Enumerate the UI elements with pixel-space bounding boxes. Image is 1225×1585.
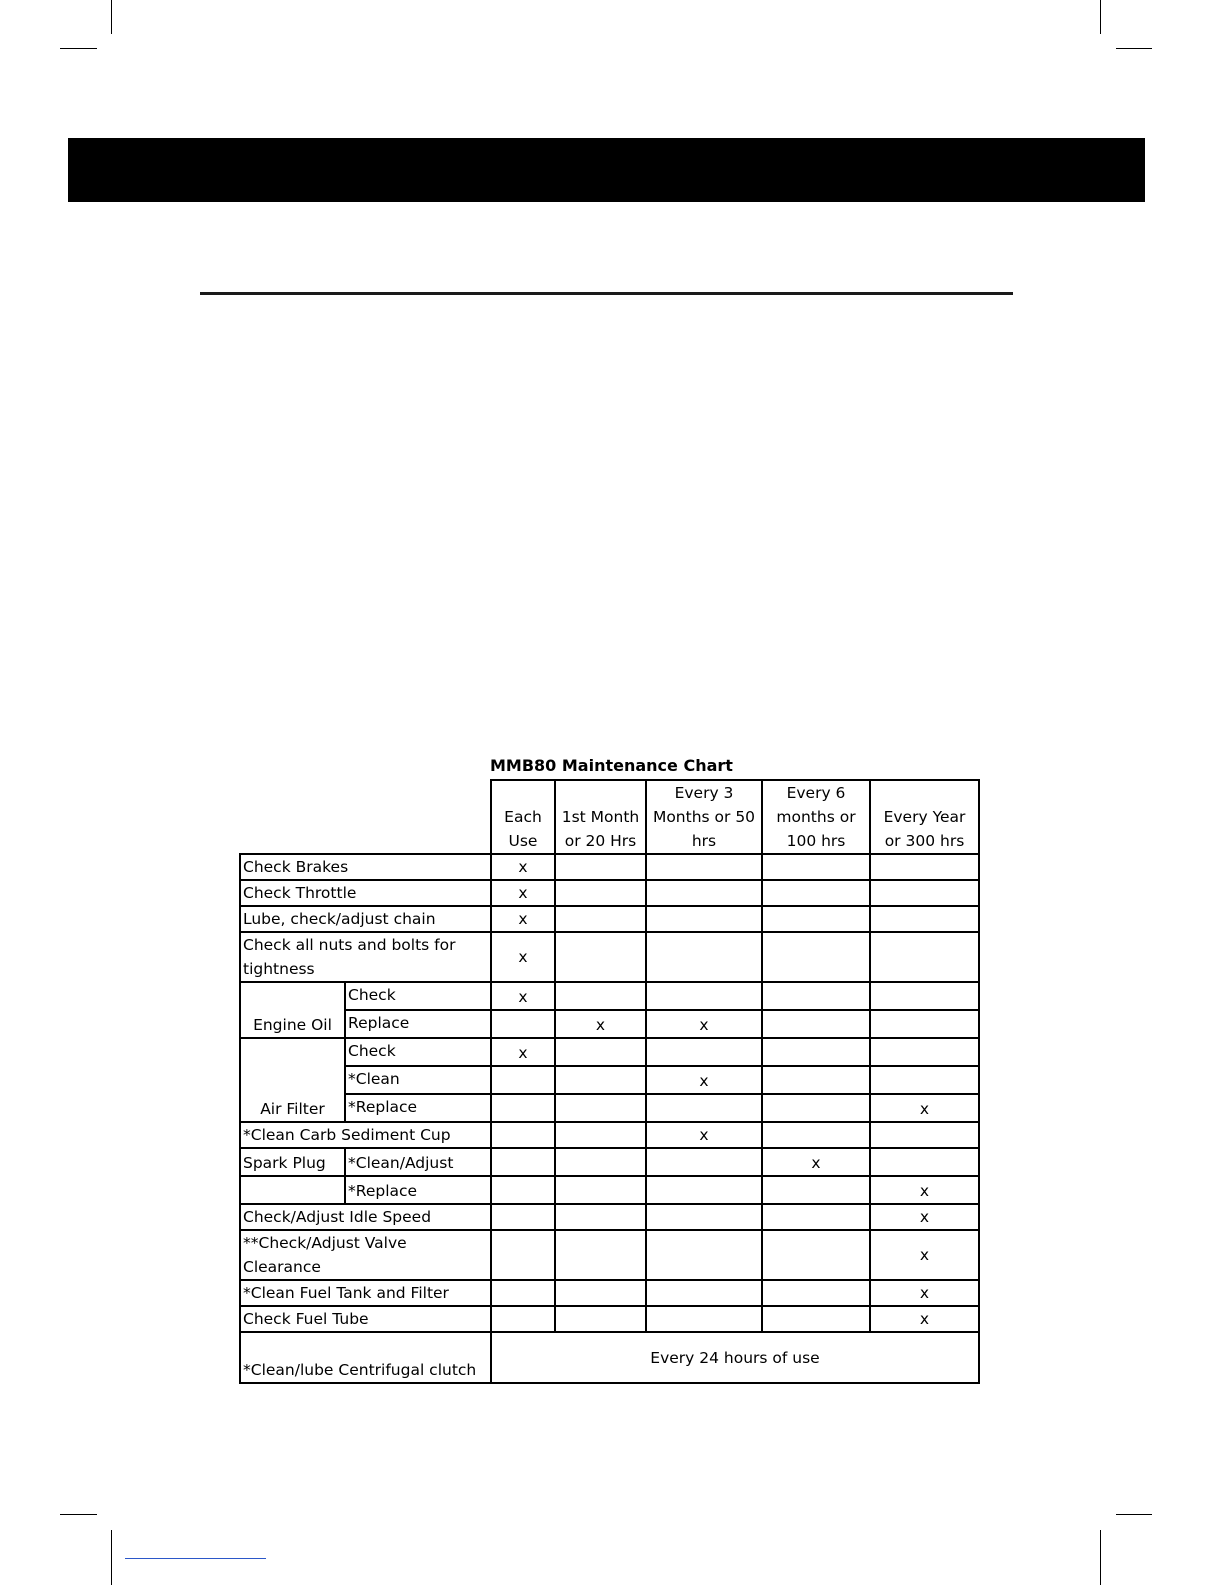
mark-cell: x: [870, 1204, 979, 1230]
mark-cell: [555, 1148, 646, 1176]
mark-cell: [762, 1306, 870, 1332]
task-label: *Clean: [345, 1066, 491, 1094]
task-label: *Clean Fuel Tank and Filter: [240, 1280, 491, 1306]
mark-cell: [870, 880, 979, 906]
mark-cell: x: [762, 1148, 870, 1176]
column-header-1st-month: 1st Month or 20 Hrs: [555, 780, 646, 854]
mark-cell: [762, 1010, 870, 1038]
mark-cell: [762, 906, 870, 932]
mark-cell: [646, 1230, 762, 1280]
mark-cell: [646, 1176, 762, 1204]
mark-cell: [491, 1280, 555, 1306]
crop-mark: [1100, 1530, 1101, 1585]
table-row: [240, 1038, 979, 1066]
chart-title: MMB80 Maintenance Chart: [490, 756, 733, 775]
column-header-every-year: Every Year or 300 hrs: [870, 780, 979, 854]
mark-cell: [555, 1038, 646, 1066]
interval-note: Every 24 hours of use: [491, 1332, 979, 1383]
mark-cell: [491, 1094, 555, 1122]
mark-cell: [870, 1066, 979, 1094]
crop-mark: [111, 1530, 112, 1585]
group-label-blank: [240, 1176, 345, 1204]
mark-cell: [762, 854, 870, 880]
mark-cell: x: [491, 932, 555, 982]
mark-cell: [870, 906, 979, 932]
horizontal-rule: [200, 292, 1013, 295]
table-row: [240, 1148, 979, 1176]
crop-mark: [1100, 0, 1101, 34]
mark-cell: [646, 1094, 762, 1122]
task-label: Check all nuts and bolts for tightness: [240, 932, 491, 982]
mark-cell: [555, 932, 646, 982]
crop-mark: [111, 0, 112, 34]
mark-cell: x: [870, 1176, 979, 1204]
mark-cell: [646, 1148, 762, 1176]
mark-cell: [762, 1094, 870, 1122]
task-label: Check/Adjust Idle Speed: [240, 1204, 491, 1230]
mark-cell: [646, 982, 762, 1010]
mark-cell: [762, 982, 870, 1010]
table-row: [240, 1122, 979, 1148]
task-label: *Clean Carb Sediment Cup: [240, 1122, 491, 1148]
mark-cell: [870, 1148, 979, 1176]
mark-cell: [555, 1230, 646, 1280]
mark-cell: [555, 1176, 646, 1204]
mark-cell: [646, 1204, 762, 1230]
task-label: Check Brakes: [240, 854, 491, 880]
mark-cell: x: [491, 880, 555, 906]
mark-cell: [555, 906, 646, 932]
mark-cell: x: [646, 1010, 762, 1038]
table-row: [240, 1204, 979, 1230]
mark-cell: [870, 1122, 979, 1148]
link-underline: [125, 1558, 266, 1559]
mark-cell: x: [555, 1010, 646, 1038]
task-label: Check: [345, 982, 491, 1010]
column-header-each-use: Each Use: [491, 780, 555, 854]
mark-cell: [646, 906, 762, 932]
mark-cell: x: [491, 906, 555, 932]
task-label: Check Throttle: [240, 880, 491, 906]
mark-cell: [555, 1280, 646, 1306]
task-label: **Check/Adjust Valve Clearance: [240, 1230, 491, 1280]
mark-cell: [646, 854, 762, 880]
task-label: Check: [345, 1038, 491, 1066]
crop-mark: [60, 1514, 97, 1515]
group-label-spark-plug: Spark Plug: [240, 1148, 345, 1176]
mark-cell: x: [870, 1094, 979, 1122]
mark-cell: [555, 1122, 646, 1148]
mark-cell: [646, 1280, 762, 1306]
crop-mark: [60, 48, 97, 49]
table-row: [240, 1094, 979, 1122]
task-label: Replace: [345, 1010, 491, 1038]
mark-cell: [555, 880, 646, 906]
table-row: [240, 1332, 979, 1383]
mark-cell: [762, 1204, 870, 1230]
maintenance-chart: [239, 779, 980, 1384]
column-header-every-6-months: Every 6 months or 100 hrs: [762, 780, 870, 854]
group-label-engine-oil: Engine Oil: [240, 982, 345, 1038]
mark-cell: x: [491, 854, 555, 880]
mark-cell: [555, 1204, 646, 1230]
mark-cell: x: [870, 1230, 979, 1280]
mark-cell: [870, 854, 979, 880]
table-row: [240, 932, 979, 982]
table-row: [240, 906, 979, 932]
task-label: *Clean/Adjust: [345, 1148, 491, 1176]
mark-cell: [762, 932, 870, 982]
mark-cell: [491, 1066, 555, 1094]
task-label: *Replace: [345, 1094, 491, 1122]
mark-cell: [491, 1306, 555, 1332]
task-label: *Replace: [345, 1176, 491, 1204]
mark-cell: [555, 982, 646, 1010]
mark-cell: x: [491, 982, 555, 1010]
table-row: [240, 982, 979, 1010]
mark-cell: x: [646, 1066, 762, 1094]
table-row: [240, 854, 979, 880]
crop-mark: [1116, 48, 1152, 49]
group-label-air-filter: Air Filter: [240, 1038, 345, 1122]
mark-cell: x: [870, 1280, 979, 1306]
mark-cell: [762, 1122, 870, 1148]
mark-cell: [555, 1094, 646, 1122]
mark-cell: [491, 1230, 555, 1280]
mark-cell: x: [870, 1306, 979, 1332]
mark-cell: [491, 1010, 555, 1038]
mark-cell: [762, 1230, 870, 1280]
mark-cell: x: [491, 1038, 555, 1066]
mark-cell: [762, 1280, 870, 1306]
table-row: [240, 1066, 979, 1094]
table-row: [240, 1010, 979, 1038]
mark-cell: [555, 1066, 646, 1094]
mark-cell: [870, 1038, 979, 1066]
mark-cell: [762, 1176, 870, 1204]
header-row: [240, 780, 979, 854]
mark-cell: [646, 1038, 762, 1066]
mark-cell: [870, 932, 979, 982]
task-label: Check Fuel Tube: [240, 1306, 491, 1332]
mark-cell: [555, 1306, 646, 1332]
column-header-every-3-months: Every 3 Months or 50 hrs: [646, 780, 762, 854]
mark-cell: [491, 1148, 555, 1176]
header-bar: [68, 138, 1145, 202]
mark-cell: [870, 982, 979, 1010]
mark-cell: [491, 1176, 555, 1204]
crop-mark: [1116, 1514, 1152, 1515]
mark-cell: x: [646, 1122, 762, 1148]
task-label: *Clean/lube Centrifugal clutch: [240, 1332, 491, 1383]
mark-cell: [762, 880, 870, 906]
mark-cell: [646, 1306, 762, 1332]
table-row: [240, 1176, 979, 1204]
mark-cell: [491, 1122, 555, 1148]
mark-cell: [491, 1204, 555, 1230]
table-row: [240, 1280, 979, 1306]
mark-cell: [646, 880, 762, 906]
table-row: [240, 1230, 979, 1280]
mark-cell: [555, 854, 646, 880]
mark-cell: [646, 932, 762, 982]
task-label: Lube, check/adjust chain: [240, 906, 491, 932]
mark-cell: [870, 1010, 979, 1038]
mark-cell: [762, 1038, 870, 1066]
mark-cell: [762, 1066, 870, 1094]
table-row: [240, 1306, 979, 1332]
table-row: [240, 880, 979, 906]
header-blank: [240, 780, 491, 854]
